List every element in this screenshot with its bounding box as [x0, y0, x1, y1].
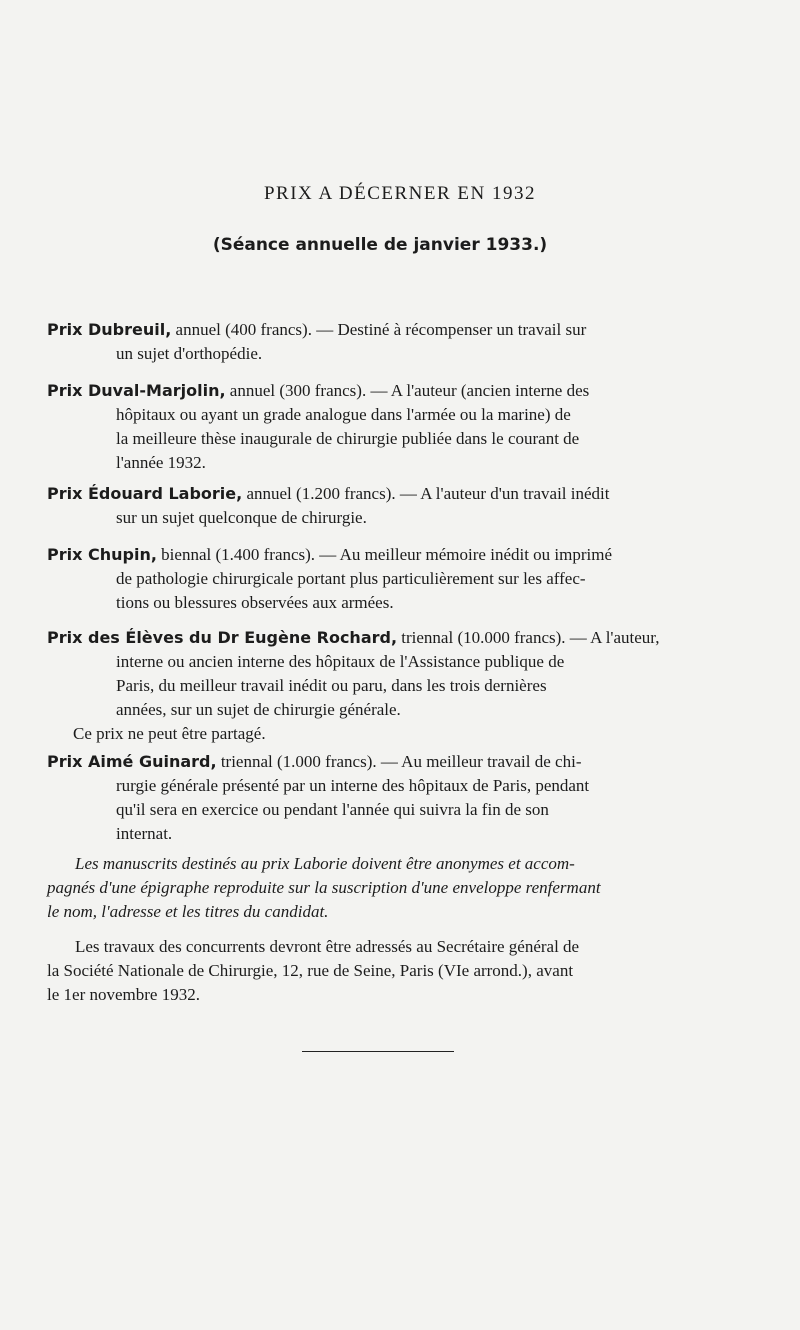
- prize-line: tions ou blessures observées aux armées.: [116, 593, 394, 612]
- prize-entry: [47, 543, 705, 615]
- prize-line: la meilleure thèse inaugurale de chirurgie publiée dans le courant de: [116, 429, 580, 448]
- prize-line: un sujet d'orthopédie.: [116, 344, 263, 363]
- prize-line: années, sur un sujet de chirurgie générale.: [116, 700, 401, 719]
- prize-description: annuel (300 francs). — A l'auteur (ancien interne des: [225, 381, 590, 400]
- prize-description: annuel (1.200 francs). — A l'auteur d'un travail inédit: [242, 484, 610, 503]
- prize-name: Prix Chupin,: [47, 545, 157, 564]
- prize-name: Prix Dubreuil,: [47, 320, 172, 339]
- notice-line: Les manuscrits destinés au prix Laborie doivent être anonymes et accom-: [75, 854, 575, 873]
- prize-description: biennal (1.400 francs). — Au meilleur mémoire inédit ou imprimé: [156, 545, 613, 564]
- closing-line: Les travaux des concurrents devront être adressés au Secrétaire général de: [75, 937, 580, 956]
- prize-line: interne ou ancien interne des hôpitaux de l'Assistance publique de: [116, 652, 565, 671]
- prize-description: triennal (10.000 francs). — A l'auteur,: [397, 628, 660, 647]
- prize-description: annuel (400 francs). — Destiné à récompenser un travail sur: [171, 320, 587, 339]
- prize-entry: [47, 626, 705, 746]
- prize-entry: [47, 318, 705, 366]
- submission-notice: [47, 852, 705, 924]
- prize-line: l'année 1932.: [116, 453, 206, 472]
- notice-line: le nom, l'adresse et les titres du candidat.: [47, 902, 329, 921]
- prize-description: triennal (1.000 francs). — Au meilleur travail de chi-: [216, 752, 582, 771]
- prize-entry: [47, 750, 705, 846]
- closing-line: la Société Nationale de Chirurgie, 12, rue de Seine, Paris (VIe arrond.), avant: [47, 961, 574, 980]
- prize-name: Prix Aimé Guinard,: [47, 752, 217, 771]
- closing-line: le 1er novembre 1932.: [47, 985, 200, 1004]
- closing-paragraph: [47, 935, 705, 1007]
- prize-line: de pathologie chirurgicale portant plus particulièrement sur les affec-: [116, 569, 586, 588]
- prize-line: sur un sujet quelconque de chirurgie.: [116, 508, 367, 527]
- prize-line: internat.: [116, 824, 173, 843]
- prize-name: Prix des Élèves du Dr Eugène Rochard,: [47, 628, 398, 647]
- prize-line: qu'il sera en exercice ou pendant l'année qui suivra la fin de son: [116, 800, 549, 819]
- prize-entry: [47, 379, 705, 475]
- prize-line: Paris, du meilleur travail inédit ou paru, dans les trois dernières: [116, 676, 547, 695]
- prize-line: hôpitaux ou ayant un grade analogue dans l'armée ou la marine) de: [116, 405, 571, 424]
- divider-rule: [302, 1051, 454, 1052]
- prize-name: Prix Édouard Laborie,: [47, 484, 243, 503]
- notice-line: pagnés d'une épigraphe reproduite sur la suscription d'une enveloppe renfermant: [47, 878, 601, 897]
- prize-name: Prix Duval-Marjolin,: [47, 381, 226, 400]
- prize-note: Ce prix ne peut être partagé.: [73, 724, 266, 743]
- prize-line: rurgie générale présenté par un interne des hôpitaux de Paris, pendant: [116, 776, 590, 795]
- page-subtitle: (Séance annuelle de janvier 1933.): [212, 235, 548, 255]
- prize-entry: [47, 482, 705, 530]
- page-title: PRIX A DÉCERNER EN 1932: [263, 183, 537, 204]
